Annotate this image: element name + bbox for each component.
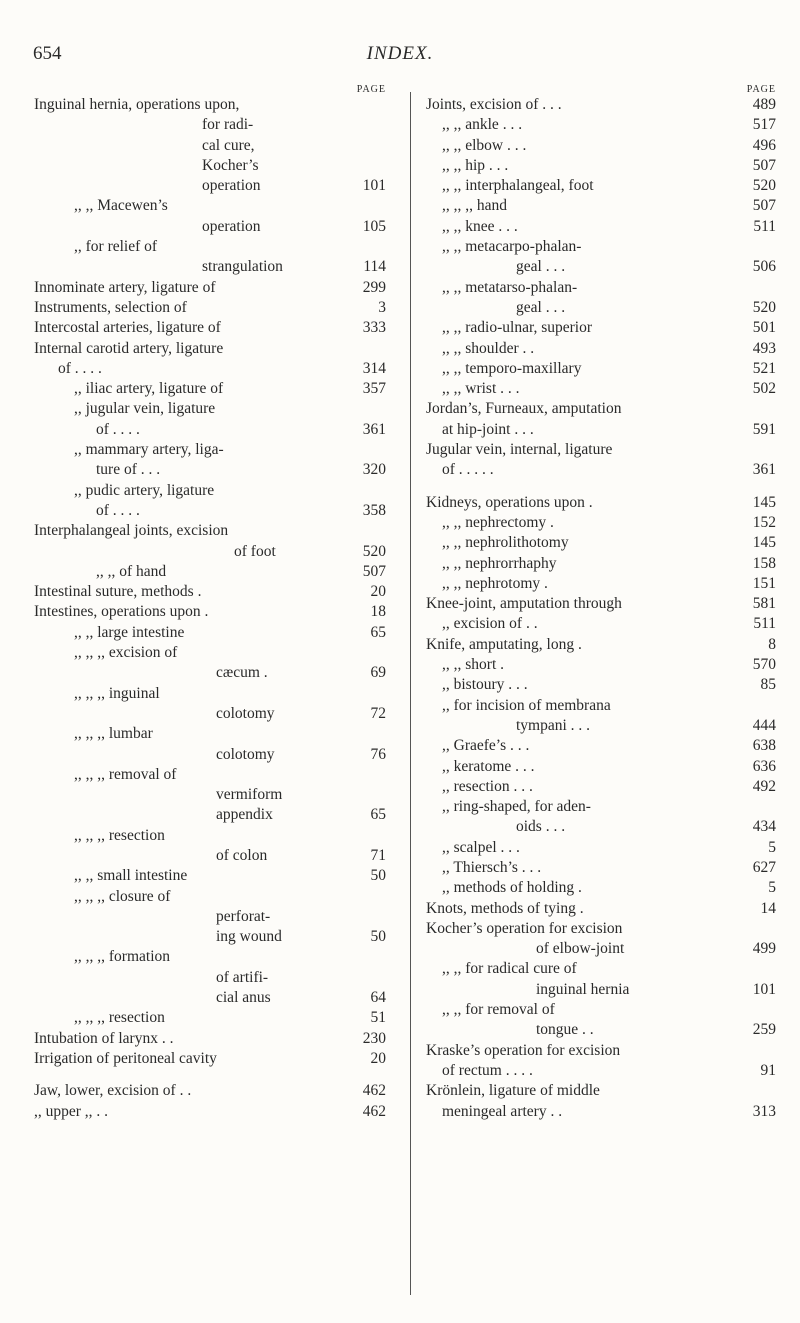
index-entry [34,460,386,480]
index-entry-page: 521 [752,359,776,377]
index-entry [34,866,386,886]
index-entry-page: 627 [752,858,776,876]
index-entry-text: cæcum . [216,664,268,682]
index-entry-page: 76 [370,745,386,763]
index-entry [34,643,386,663]
index-entry-page: 520 [752,298,776,316]
index-entry-text: Internal carotid artery, ligature [34,339,224,357]
index-entry-page: 520 [752,177,776,195]
index-entry [34,826,386,846]
index-entry-text: Kocher’s [202,156,259,174]
index-entry [34,785,386,805]
index-entry [426,817,776,837]
index-entry [34,1081,386,1101]
index-entry-text: ,, mammary artery, liga- [74,441,224,459]
index-entry [426,1000,776,1020]
index-entry-text: ,, upper ,, . . [34,1102,109,1120]
index-entry-page: 638 [752,737,776,755]
index-entry-text: ture of . . . [96,461,161,479]
index-entry [426,513,776,533]
index-entry-text: ,, ,, radio-ulnar, superior [442,319,593,337]
index-entry [34,805,386,825]
index-entry-text: Knee-joint, amputation through [426,595,622,613]
index-entry-text: tympani . . . [516,716,591,734]
index-entry-page: 105 [362,217,386,235]
index-entry-text: cal cure, [202,136,255,154]
index-entry-page: 151 [752,574,776,592]
index-entry-page: 492 [752,777,776,795]
index-entry [426,797,776,817]
index-entry-text: strangulation [202,258,283,276]
index-entry-text: ,, ,, ,, resection [74,826,165,844]
index-entry [426,318,776,338]
index-entry-text: cial anus [216,989,271,1007]
index-entry-text: meningeal artery . . [442,1102,563,1120]
index-entry [426,278,776,298]
index-entry [34,542,386,562]
index-entry-page: 520 [362,542,386,560]
index-entry-page: 496 [752,136,776,154]
index-entry-text: for radi- [202,116,254,134]
index-entry-text: Interphalangeal joints, excision [34,522,229,540]
index-entry [426,217,776,237]
index-entry-text: ,, ,, temporo-maxillary [442,359,582,377]
index-entry-text: ,, ,, ,, lumbar [74,725,153,743]
index-entry [34,927,386,947]
index-entry-text: operation [202,177,261,195]
index-entry-text: Jaw, lower, excision of . . [34,1082,192,1100]
index-entry-page: 320 [362,461,386,479]
index-entry-text: ,, ,, nephrectomy . [442,513,554,531]
index-entry-text: Intubation of larynx . . [34,1029,174,1047]
index-entry [426,655,776,675]
index-entry [426,1041,776,1061]
index-entry-page: 230 [362,1029,386,1047]
index-entry [426,339,776,359]
index-entry-page: 591 [752,420,776,438]
index-entry-page: 259 [752,1021,776,1039]
index-entry-list [426,95,776,1122]
index-entry [34,420,386,440]
index-entry-page: 14 [760,899,776,917]
index-entry [34,237,386,257]
index-entry [426,757,776,777]
index-entry [426,1081,776,1101]
index-entry-page: 357 [362,380,386,398]
index-entry [34,399,386,419]
index-entry [426,838,776,858]
index-entry-text: Intestines, operations upon . [34,603,209,621]
index-entry-page: 358 [362,501,386,519]
index-entry-text: ,, ,, small intestine [74,867,188,885]
index-entry [34,1049,386,1069]
index-entry-text: ,, ,, ,, hand [442,197,508,215]
index-entry-text: Intercostal arteries, ligature of [34,319,221,337]
index-entry-page: 85 [760,676,776,694]
index-entry-text: Knots, methods of tying . [426,899,584,917]
index-entry-text: perforat- [216,907,271,925]
index-entry-text: ,, ,, for radical cure of [442,960,577,978]
index-entry [426,858,776,878]
index-entry [426,1061,776,1081]
index-entry-page: 506 [752,258,776,276]
index-entry-text: ,, ,, of hand [96,562,167,580]
index-entry [34,1008,386,1028]
index-entry [34,704,386,724]
index-entry-text: geal . . . [516,258,566,276]
index-entry-page: 313 [752,1102,776,1120]
index-entry-page: 462 [362,1102,386,1120]
index-entry-text: ,, for relief of [74,238,158,256]
index-entry [34,318,386,338]
index-entry-text: ,, ,, wrist . . . [442,380,520,398]
index-entry-text: ,, pudic artery, ligature [74,481,215,499]
index-entry [34,846,386,866]
index-entry [34,278,386,298]
index-entry [426,675,776,695]
index-entry-text: at hip-joint . . . [442,420,534,438]
index-entry-text: of rectum . . . . [442,1061,533,1079]
index-entry [34,136,386,156]
index-entry-text: ,, Graefe’s . . . [442,737,530,755]
index-entry-page: 493 [752,339,776,357]
index-entry [426,359,776,379]
index-entry-text: ,, ,, nephrorrhaphy [442,554,557,572]
index-entry-text: Jordan’s, Furneaux, amputation [426,400,622,418]
index-entry-text: of . . . . [96,501,140,519]
index-entry [426,95,776,115]
index-entry-text: Kraske’s operation for excision [426,1041,621,1059]
index-entry-page: 101 [752,980,776,998]
index-entry-page: 299 [362,278,386,296]
index-entry-text: vermiform [216,786,283,804]
index-entry-page: 145 [752,534,776,552]
index-entry [426,919,776,939]
index-entry-text: ,, ,, ,, removal of [74,765,177,783]
index-entry-text: of . . . . [96,420,140,438]
index-entry-text: ,, Thiersch’s . . . [442,858,542,876]
index-entry [426,379,776,399]
index-entry-page: 5 [768,879,776,897]
index-entry-page: 434 [752,818,776,836]
index-entry-text: Krönlein, ligature of middle [426,1082,600,1100]
index-entry-text: ,, keratome . . . [442,757,535,775]
index-entry-page: 158 [752,554,776,572]
index-entry [426,420,776,440]
index-entry-text: appendix [216,806,273,824]
index-entry-text: of elbow-joint [536,940,625,958]
index-entry [426,939,776,959]
index-entry [426,533,776,553]
index-entry-text: ,, ,, large intestine [74,623,185,641]
index-entry-page: 65 [370,806,386,824]
index-entry-text: ,, ,, short . [442,656,504,674]
page-column-label: PAGE [746,84,776,95]
index-entry-page: 20 [370,583,386,601]
index-entry-page: 64 [370,989,386,1007]
index-entry-page: 570 [752,656,776,674]
index-entry-page: 333 [362,319,386,337]
index-entry-text: ,, bistoury . . . [442,676,528,694]
index-entry [426,574,776,594]
page-title: INDEX. [366,43,434,64]
index-entry [426,716,776,736]
index-entry [426,614,776,634]
index-entry-page: 511 [753,615,776,633]
index-entry-text: inguinal hernia [536,980,630,998]
index-entry [34,1102,386,1122]
index-entry-text: Jugular vein, internal, ligature [426,441,613,459]
index-entry-page: 91 [760,1061,776,1079]
index-entry-text: ,, ,, shoulder . . [442,339,535,357]
index-entry-text: ,, ,, for removal of [442,1001,555,1019]
index-entry-page: 314 [362,359,386,377]
index-entry [426,460,776,480]
index-entry [34,947,386,967]
index-entry [426,257,776,277]
page-number: 654 [33,43,62,64]
index-entry [34,217,386,237]
index-entry-page: 507 [752,156,776,174]
index-entry [34,684,386,704]
index-entry-text: ,, ring-shaped, for aden- [442,798,591,816]
index-entry [426,635,776,655]
index-entry-page: 581 [752,595,776,613]
index-entry [34,298,386,318]
index-entry-list [34,95,386,1122]
index-entry-page: 145 [752,493,776,511]
index-entry [34,440,386,460]
index-entry-page: 501 [752,319,776,337]
index-entry-text: ,, ,, elbow . . . [442,136,527,154]
index-entry [426,959,776,979]
index-entry-text: ,, ,, ankle . . . [442,116,523,134]
index-entry-page: 361 [362,420,386,438]
index-entry-text: Irrigation of peritoneal cavity [34,1049,217,1067]
index-entry-page: 71 [370,846,386,864]
index-entry [34,521,386,541]
index-entry-text: of foot [234,542,276,560]
index-entry-text: ,, excision of . . [442,615,538,633]
index-entry [34,602,386,622]
index-entry-text: of . . . . [58,359,102,377]
index-entry [426,196,776,216]
index-entry-page: 69 [370,664,386,682]
index-entry [426,777,776,797]
index-entry-page: 511 [753,217,776,235]
index-entry-text: ,, ,, hip . . . [442,156,509,174]
index-entry-text: colotomy [216,745,275,763]
index-entry-text: ,, resection . . . [442,777,533,795]
index-entry-page: 3 [378,298,386,316]
index-entry-page: 361 [752,461,776,479]
index-entry [426,115,776,135]
index-entry [426,980,776,1000]
index-entry-text: of artifi- [216,968,269,986]
index-entry-page: 65 [370,623,386,641]
index-entry-page: 489 [752,96,776,113]
index-entry [34,724,386,744]
index-entry [34,176,386,196]
index-entry-page: 517 [752,116,776,134]
index-entry-text: Kocher’s operation for excision [426,919,623,937]
index-entry [34,481,386,501]
index-entry-text: ,, for incision of membrana [442,696,611,714]
index-entry-text: ,, ,, nephrotomy . [442,574,548,592]
index-entry [426,237,776,257]
index-entry-text: ,, ,, metacarpo-phalan- [442,238,582,256]
index-entry-page: 152 [752,513,776,531]
index-entry-text: ,, ,, nephrolithotomy [442,534,569,552]
index-entry-page: 444 [752,716,776,734]
index-entry-text: Kidneys, operations upon . [426,493,593,511]
index-entry-page: 507 [362,562,386,580]
index-entry [426,899,776,919]
index-entry-text: ing wound [216,928,282,946]
index-entry [34,95,386,115]
index-entry [34,907,386,927]
index-entry [34,745,386,765]
index-entry-text: Knife, amputating, long . [426,635,582,653]
index-entry [34,379,386,399]
index-entry-text: Intestinal suture, methods . [34,583,202,601]
index-entry [34,968,386,988]
index-entry-text: Innominate artery, ligature of [34,278,216,296]
index-entry [34,582,386,602]
index-entry-text: ,, ,, ,, closure of [74,887,171,905]
index-entry [426,1102,776,1122]
index-entry-text: ,, ,, ,, resection [74,1009,165,1027]
index-entry-page: 636 [752,757,776,775]
index-entry [34,562,386,582]
index-entry-page: 18 [370,603,386,621]
index-entry-text: geal . . . [516,298,566,316]
index-entry [34,887,386,907]
index-entry-text: tongue . . [536,1021,594,1039]
index-entry-page: 50 [370,928,386,946]
index-entry [426,878,776,898]
index-entry [426,594,776,614]
index-entry-page: 114 [363,258,386,276]
index-entry-text: of colon [216,846,268,864]
index-entry-text: ,, iliac artery, ligature of [74,380,224,398]
index-entry-page: 72 [370,704,386,722]
index-entry-text: ,, methods of holding . [442,879,582,897]
index-entry-text: oids . . . [516,818,566,836]
index-column-left [34,84,386,1122]
index-entry [426,1020,776,1040]
index-entry [34,196,386,216]
index-entry [426,440,776,460]
index-entry-page: 101 [362,177,386,195]
index-entry-page: 462 [362,1082,386,1100]
index-entry-text: colotomy [216,704,275,722]
index-entry-text: ,, ,, Macewen’s [74,197,168,215]
index-entry [34,765,386,785]
index-entry-text: ,, ,, ,, inguinal [74,684,160,702]
index-entry-text: operation [202,217,261,235]
page-column-label: PAGE [356,84,386,95]
index-entry-text: Joints, excision of . . . [426,96,562,113]
index-entry-page: 20 [370,1049,386,1067]
index-entry-page: 51 [370,1009,386,1027]
index-entry-page: 50 [370,867,386,885]
index-entry [34,501,386,521]
index-entry [426,736,776,756]
index-entry-text: ,, ,, ,, excision of [74,644,178,662]
index-entry [34,339,386,359]
index-entry-text: Instruments, selection of [34,298,187,316]
index-entry-page: 502 [752,380,776,398]
index-entry-page: 499 [752,940,776,958]
index-entry [426,399,776,419]
index-entry [34,156,386,176]
index-entry [34,988,386,1008]
index-entry [426,554,776,574]
index-entry [426,136,776,156]
index-entry [34,359,386,379]
index-entry [426,176,776,196]
index-column-right [426,84,776,1122]
index-entry-text: Inguinal hernia, operations upon, [34,96,240,113]
index-entry [34,1029,386,1049]
index-entry-text: ,, ,, interphalangeal, foot [442,177,594,195]
index-entry [426,298,776,318]
index-entry [426,493,776,513]
index-entry-text: of . . . . . [442,461,494,479]
index-entry [426,156,776,176]
index-entry-page: 507 [752,197,776,215]
index-entry-text: ,, jugular vein, ligature [74,400,216,418]
index-entry-text: ,, ,, ,, formation [74,948,170,966]
index-entry [426,696,776,716]
index-entry-page: 8 [768,635,776,653]
index-entry-text: ,, ,, metatarso-phalan- [442,278,578,296]
index-entry [34,623,386,643]
index-entry-text: ,, scalpel . . . [442,838,520,856]
index-entry [34,257,386,277]
index-entry [34,663,386,683]
index-entry [34,115,386,135]
column-divider [410,92,411,1295]
index-entry-text: ,, ,, knee . . . [442,217,518,235]
index-entry-page: 5 [768,838,776,856]
